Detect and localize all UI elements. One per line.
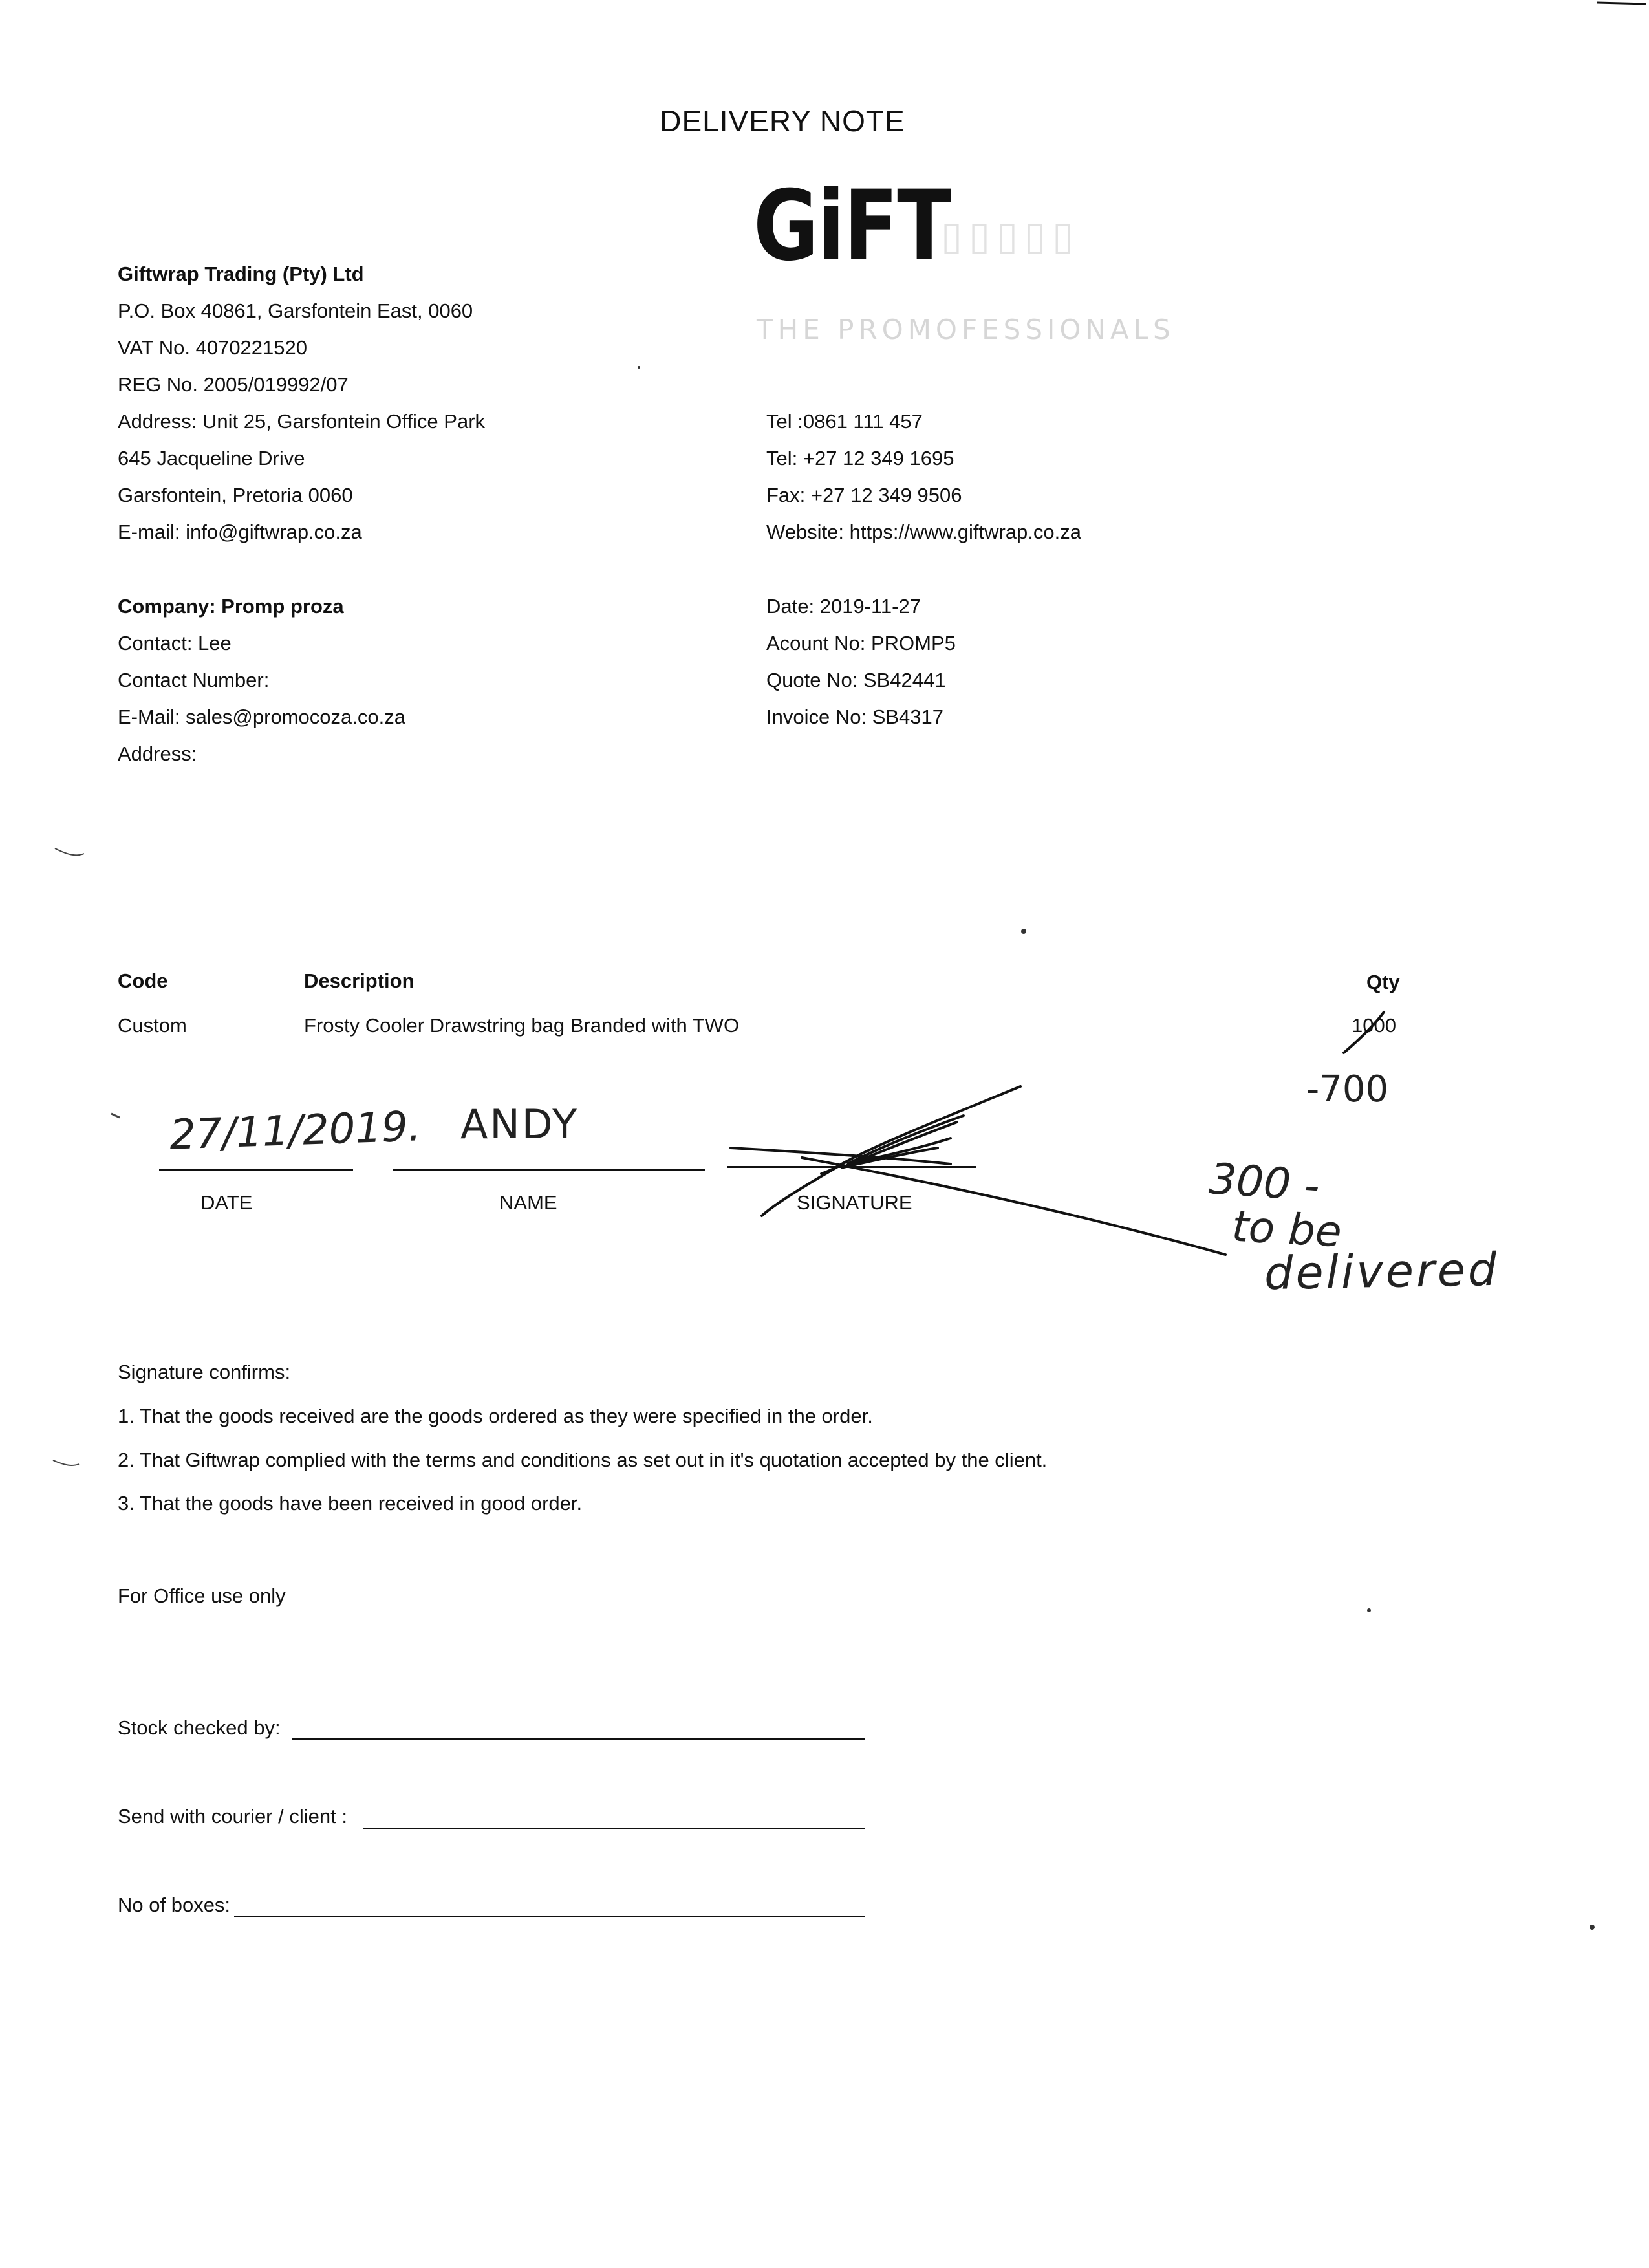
client-email: E-Mail: sales@promocoza.co.za <box>118 706 405 728</box>
confirm-item-2: 2. That Giftwrap complied with the terms and conditions as set out in it's quotation accepted by the client. <box>118 1449 1048 1471</box>
client-contact-number: Contact Number: <box>118 669 270 691</box>
doc-invoice-no: Invoice No: SB4317 <box>766 706 944 728</box>
table-row-qty: 1000 <box>1352 1014 1396 1037</box>
date-label: DATE <box>200 1191 253 1214</box>
margin-tick-1 <box>55 848 84 855</box>
handwritten-name: ANDY <box>460 1101 579 1148</box>
stock-checked-line <box>292 1738 865 1740</box>
margin-tick-2 <box>53 1460 79 1465</box>
tel-1: Tel :0861 111 457 <box>766 410 923 433</box>
supplier-address-1: Address: Unit 25, Garsfontein Office Park <box>118 410 486 433</box>
boxes-label: No of boxes: <box>118 1894 231 1916</box>
supplier-vat: VAT No. 4070221520 <box>118 336 308 359</box>
scan-speck-marks <box>638 366 1595 1930</box>
client-company: Company: Promp proza <box>118 595 344 618</box>
doc-date: Date: 2019-11-27 <box>766 595 921 618</box>
boxes-line <box>234 1916 865 1917</box>
table-row-code: Custom <box>118 1014 187 1037</box>
signature-label: SIGNATURE <box>797 1191 912 1214</box>
name-label: NAME <box>499 1191 557 1214</box>
logo-tagline: THE PROMOFESSIONALS <box>757 314 1175 345</box>
tel-2: Tel: +27 12 349 1695 <box>766 447 954 470</box>
confirm-heading: Signature confirms: <box>118 1361 291 1383</box>
send-with-line <box>363 1828 865 1829</box>
handwritten-note-line-2: to be <box>1231 1201 1343 1257</box>
table-header-code: Code <box>118 969 168 992</box>
confirm-item-1: 1. That the goods received are the goods ordered as they were specified in the order. <box>118 1405 873 1427</box>
supplier-email: E-mail: info@giftwrap.co.za <box>118 521 362 543</box>
signature-scribble <box>731 1086 1225 1255</box>
handwritten-qty-note: -700 <box>1306 1068 1389 1110</box>
client-contact: Contact: Lee <box>118 632 232 654</box>
stock-checked-label: Stock checked by: <box>118 1716 281 1739</box>
table-row-description: Frosty Cooler Drawstring bag Branded with TWO <box>304 1014 740 1037</box>
handwritten-date: 27/11/2019. <box>168 1103 422 1160</box>
qty-strike-icon <box>1344 1012 1384 1053</box>
fax: Fax: +27 12 349 9506 <box>766 484 962 506</box>
confirm-item-3: 3. That the goods have been received in good order. <box>118 1492 583 1515</box>
website: Website: https://www.giftwrap.co.za <box>766 521 1082 543</box>
doc-account-no: Acount No: PROMP5 <box>766 632 956 654</box>
document-title: DELIVERY NOTE <box>660 104 905 138</box>
handwritten-note-line-1: 300 - <box>1207 1154 1322 1211</box>
logo-watermark: ▯▯▯▯▯ <box>941 213 1081 259</box>
office-heading: For Office use only <box>118 1584 286 1607</box>
client-address: Address: <box>118 742 197 765</box>
supplier-reg: REG No. 2005/019992/07 <box>118 373 349 396</box>
supplier-name: Giftwrap Trading (Pty) Ltd <box>118 263 364 285</box>
corner-mark <box>1597 3 1646 4</box>
table-header-qty: Qty <box>1366 971 1400 993</box>
supplier-address-2: 645 Jacqueline Drive <box>118 447 305 470</box>
supplier-address-3: Garsfontein, Pretoria 0060 <box>118 484 353 506</box>
table-header-description: Description <box>304 969 415 992</box>
handwritten-note-line-3: delivered <box>1264 1242 1500 1301</box>
supplier-po-box: P.O. Box 40861, Garsfontein East, 0060 <box>118 299 473 322</box>
margin-tick-3 <box>111 1114 120 1118</box>
doc-quote-no: Quote No: SB42441 <box>766 669 946 691</box>
company-logo: GiFT <box>753 170 951 283</box>
send-with-label: Send with courier / client : <box>118 1805 347 1828</box>
